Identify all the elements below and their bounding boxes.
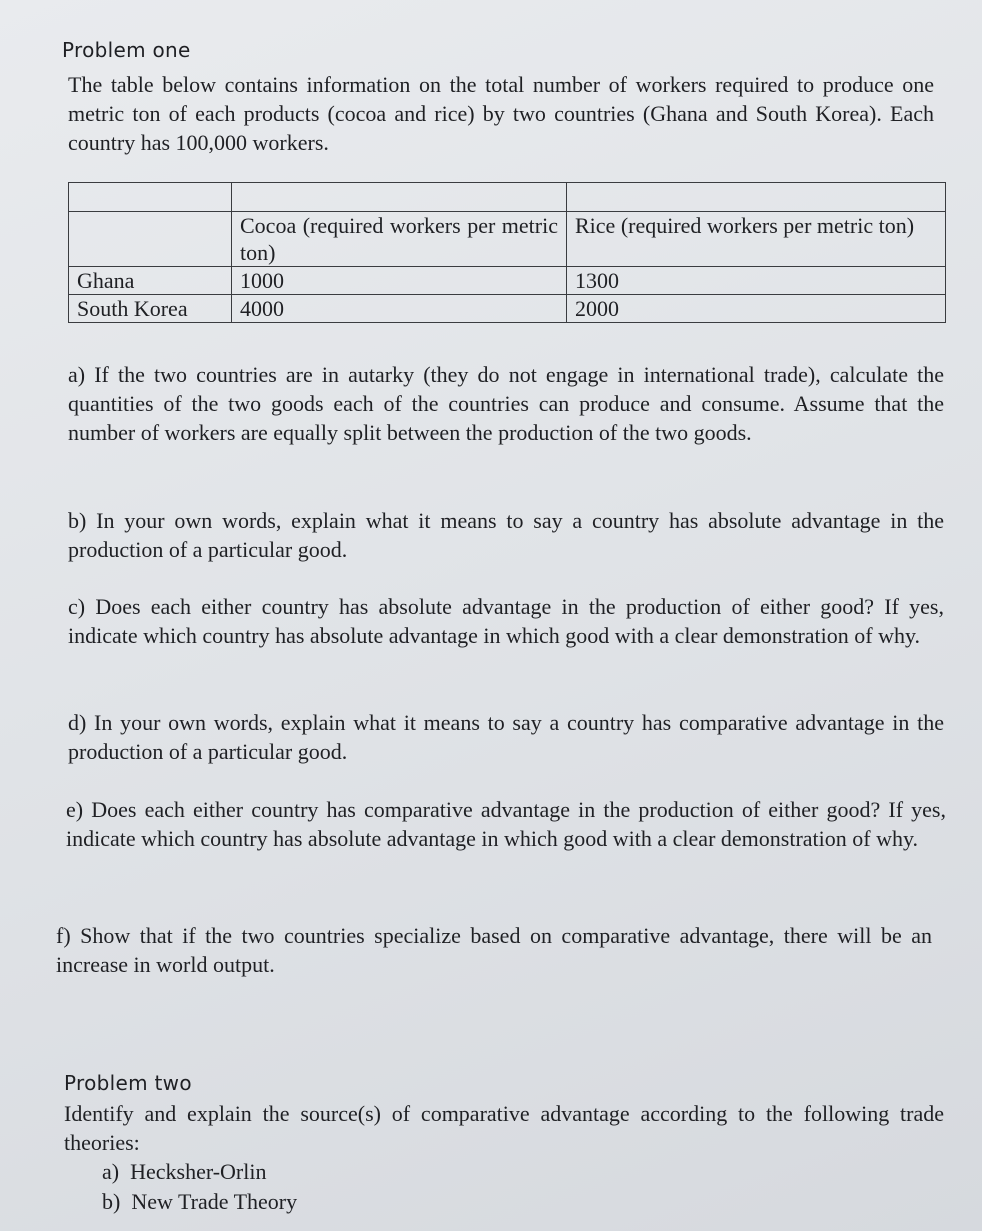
table-header-cocoa: Cocoa (required workers per metric ton)	[232, 212, 567, 267]
option-marker: a)	[102, 1159, 120, 1184]
question-c: c) Does each either country has absolute advantage in the production of either good? If yes, indicate which country has absolute advantage in which good with a clear demonstration of why.	[68, 594, 944, 648]
theory-option-b	[102, 1187, 297, 1217]
option-text: Hecksher-Orlin	[130, 1159, 267, 1184]
workers-table	[68, 182, 946, 323]
theory-option-a	[102, 1157, 267, 1187]
table-top-row	[69, 183, 946, 212]
table-cell-cocoa: 1000	[232, 267, 567, 295]
table-cell-empty	[567, 183, 946, 212]
table-cell-country: South Korea	[69, 295, 232, 323]
table-row	[69, 295, 946, 323]
problem-one-heading: Problem one	[62, 38, 191, 62]
table-header-blank	[69, 212, 232, 267]
option-text: New Trade Theory	[131, 1189, 298, 1214]
problem-one-intro: The table below contains information on the total number of workers required to produce one metric ton of each products (cocoa and rice) by two countries (Ghana and South Korea). Each country has 100,000 workers.	[68, 72, 934, 155]
table-cell-empty	[232, 183, 567, 212]
table-cell-empty	[69, 183, 232, 212]
option-marker: b)	[102, 1189, 121, 1214]
problem-two-intro: Identify and explain the source(s) of comparative advantage according to the following trade theories:	[64, 1101, 944, 1155]
table-cell-country: Ghana	[69, 267, 232, 295]
question-e: e) Does each either country has comparative advantage in the production of either good? If yes, indicate which country has absolute advantage in which good with a clear demonstration of why.	[66, 797, 946, 851]
table-header-row	[69, 212, 946, 267]
question-d: d) In your own words, explain what it means to say a country has comparative advantage in the production of a particular good.	[68, 710, 944, 764]
table-cell-cocoa: 4000	[232, 295, 567, 323]
problem-two-heading: Problem two	[64, 1071, 192, 1095]
table-cell-rice: 1300	[567, 267, 946, 295]
question-b: b) In your own words, explain what it means to say a country has absolute advantage in the production of a particular good.	[68, 508, 944, 562]
question-f: f) Show that if the two countries specialize based on comparative advantage, there will be an increase in world output.	[56, 923, 932, 977]
table-header-rice: Rice (required workers per metric ton)	[567, 212, 946, 267]
table-row	[69, 267, 946, 295]
table-cell-rice: 2000	[567, 295, 946, 323]
question-a: a) If the two countries are in autarky (they do not engage in international trade), calculate the quantities of the two goods each of the countries can produce and consume. Assume that the number of workers are equally split between the production of the two goods.	[68, 362, 944, 445]
